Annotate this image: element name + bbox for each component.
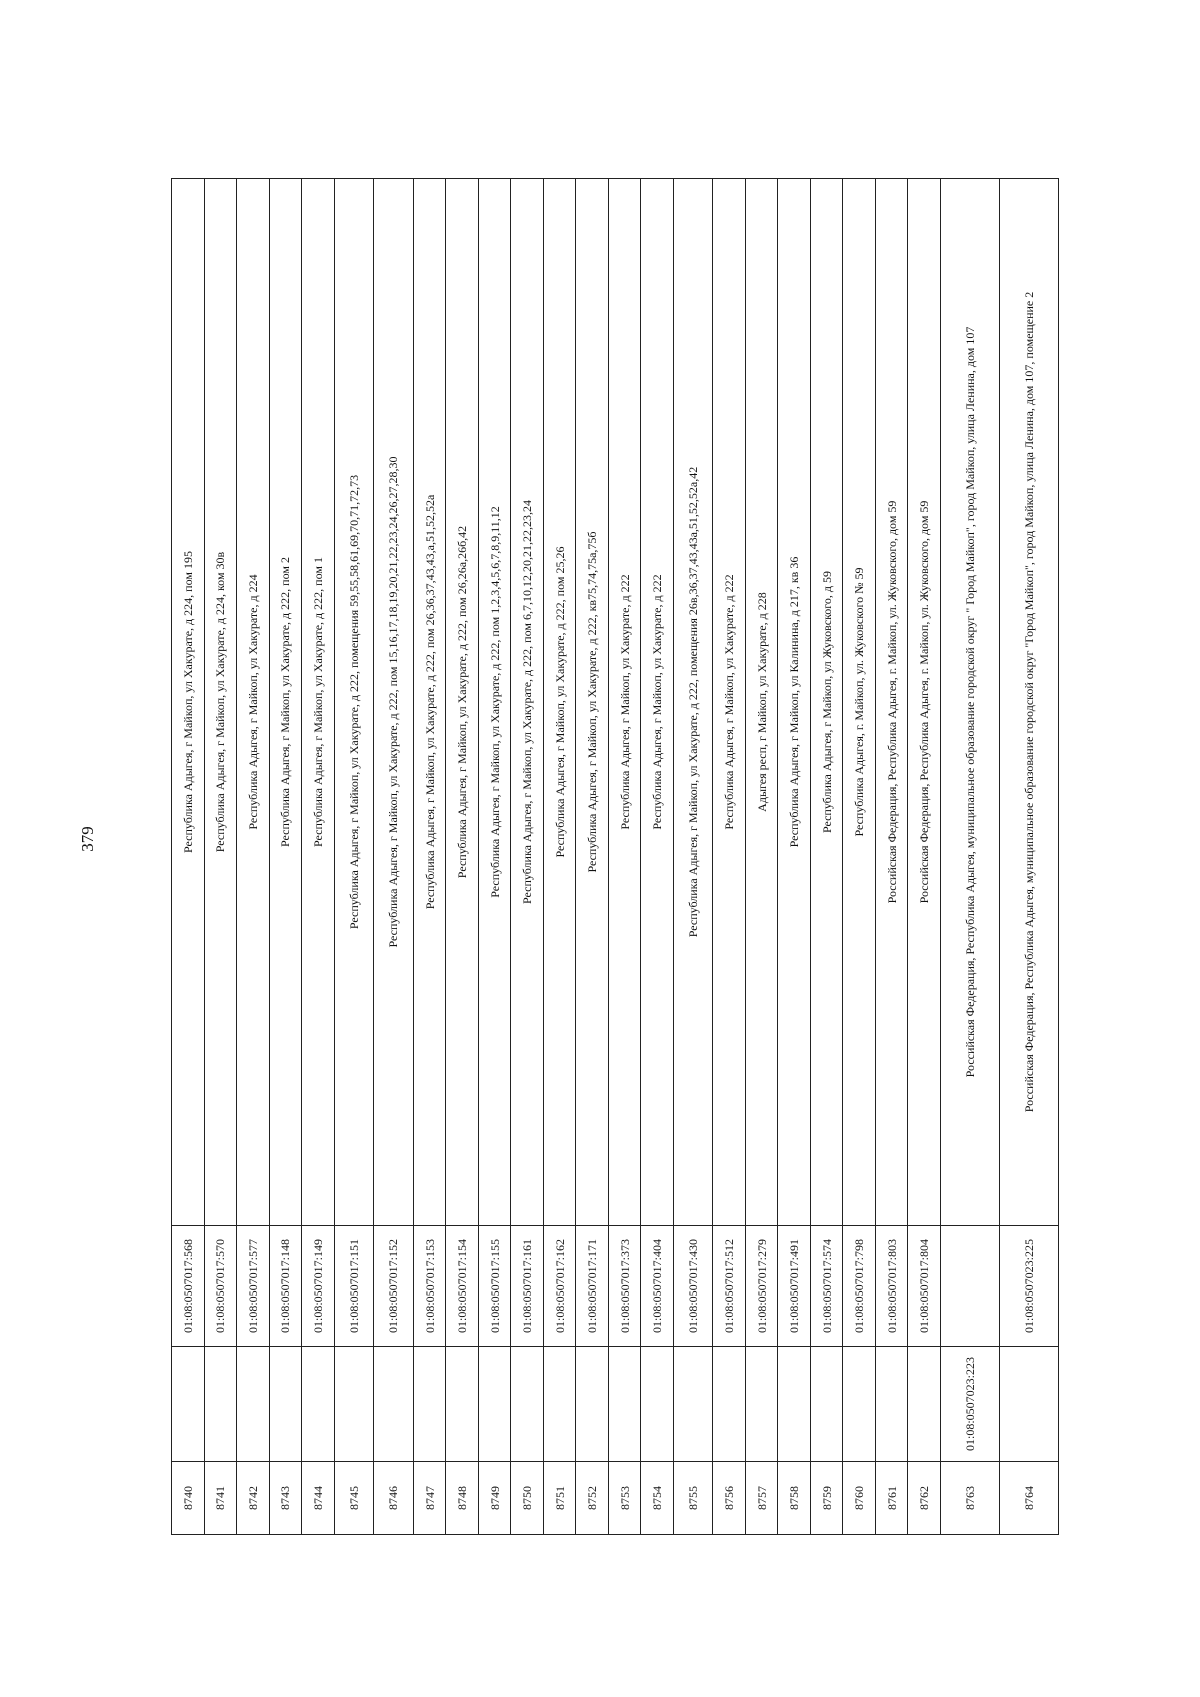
cadastral-number: 01:08:0507017:153 — [413, 1226, 446, 1347]
cadastral-number: 01:08:0507017:171 — [576, 1226, 609, 1347]
table-row — [204, 179, 237, 1535]
table-row — [302, 179, 335, 1535]
parent-cadastral-number — [778, 1347, 811, 1462]
cadastral-number: 01:08:0507017:430 — [673, 1226, 713, 1347]
cadastral-number: 01:08:0507017:161 — [511, 1226, 544, 1347]
cadastral-number: 01:08:0507017:577 — [237, 1226, 270, 1347]
cadastral-number: 01:08:0507017:798 — [843, 1226, 876, 1347]
parent-cadastral-number — [172, 1347, 205, 1462]
address: Республика Адыгея, г Майкоп, ул Хакурате, д 222, пом 15,16,17,18,19,20,21,22,23,24,26,27,28,30 — [374, 179, 414, 1226]
parent-cadastral-number — [673, 1347, 713, 1462]
address: Республика Адыгея, г Майкоп, ул Хакурате, д 222, пом 1 — [302, 179, 335, 1226]
row-number: 8760 — [843, 1462, 876, 1535]
parent-cadastral-number: 01:08:0507023:223 — [940, 1347, 999, 1462]
row-number: 8763 — [940, 1462, 999, 1535]
table-row — [713, 179, 746, 1535]
address: Республика Адыгея, г Майкоп, ул Хакурате, д 222 — [641, 179, 674, 1226]
parent-cadastral-number — [843, 1347, 876, 1462]
cadastral-number: 01:08:0507017:373 — [608, 1226, 641, 1347]
cadastral-number: 01:08:0507017:512 — [713, 1226, 746, 1347]
table-row — [745, 179, 778, 1535]
address: Республика Адыгея, г Майкоп, ул Хакурате, д 222, пом 2 — [269, 179, 302, 1226]
page-number: 379 — [78, 826, 97, 852]
address: Республика Адыгея, г Майкоп, ул Хакурате, д 222, пом 1,2,3,4,5,6,7,8,9,11,12 — [478, 179, 511, 1226]
cadastral-number — [940, 1226, 999, 1347]
cadastral-number: 01:08:0507023:225 — [999, 1226, 1058, 1347]
row-number: 8757 — [745, 1462, 778, 1535]
cadastral-number: 01:08:0507017:279 — [745, 1226, 778, 1347]
table-container — [171, 178, 1059, 1535]
cadastral-number: 01:08:0507017:804 — [908, 1226, 941, 1347]
table-row — [374, 179, 414, 1535]
row-number: 8756 — [713, 1462, 746, 1535]
cadastral-number: 01:08:0507017:162 — [543, 1226, 576, 1347]
address: Республика Адыгея, г Майкоп, ул Хакурате, д 222, помещения 59,55,58,61,69,70,71,72,73 — [334, 179, 374, 1226]
row-number: 8744 — [302, 1462, 335, 1535]
address: Республика Адыгея, г Майкоп, ул Хакурате, д 222, пом 26,36,37,43,43,а,51,52,52а — [413, 179, 446, 1226]
address: Республика Адыгея, г. Майкоп, ул. Жуковского № 59 — [843, 179, 876, 1226]
table-row — [875, 179, 908, 1535]
cadastral-number: 01:08:0507017:152 — [374, 1226, 414, 1347]
cadastral-number: 01:08:0507017:148 — [269, 1226, 302, 1347]
table-row — [269, 179, 302, 1535]
parent-cadastral-number — [269, 1347, 302, 1462]
cadastral-number: 01:08:0507017:155 — [478, 1226, 511, 1347]
address: Республика Адыгея, г Майкоп, ул Хакурате, д 222, кв75,74,75а,75б — [576, 179, 609, 1226]
table-row — [172, 179, 205, 1535]
parent-cadastral-number — [608, 1347, 641, 1462]
parent-cadastral-number — [999, 1347, 1058, 1462]
cadastral-number: 01:08:0507017:149 — [302, 1226, 335, 1347]
row-number: 8749 — [478, 1462, 511, 1535]
cadastral-number: 01:08:0507017:574 — [810, 1226, 843, 1347]
table-row — [413, 179, 446, 1535]
table-row — [576, 179, 609, 1535]
cadastral-number: 01:08:0507017:570 — [204, 1226, 237, 1347]
row-number: 8743 — [269, 1462, 302, 1535]
parent-cadastral-number — [237, 1347, 270, 1462]
table-row — [608, 179, 641, 1535]
cadastral-number: 01:08:0507017:151 — [334, 1226, 374, 1347]
address: Российская Федерация, Республика Адыгея, муниципальное образование городской округ " Город Майкоп", город Майкоп, улица Ленина, дом 107 — [940, 179, 999, 1226]
table-row — [999, 179, 1058, 1535]
cadastral-table — [171, 178, 1059, 1535]
address: Республика Адыгея, г Майкоп, ул Хакурате, д 224 — [237, 179, 270, 1226]
row-number: 8758 — [778, 1462, 811, 1535]
cadastral-number: 01:08:0507017:154 — [446, 1226, 479, 1347]
row-number: 8747 — [413, 1462, 446, 1535]
row-number: 8746 — [374, 1462, 414, 1535]
row-number: 8754 — [641, 1462, 674, 1535]
table-row — [843, 179, 876, 1535]
row-number: 8764 — [999, 1462, 1058, 1535]
address: Адыгея респ, г Майкоп, ул Хакурате, д 228 — [745, 179, 778, 1226]
parent-cadastral-number — [446, 1347, 479, 1462]
parent-cadastral-number — [478, 1347, 511, 1462]
address: Республика Адыгея, г Майкоп, ул Жуковского, д 59 — [810, 179, 843, 1226]
parent-cadastral-number — [374, 1347, 414, 1462]
row-number: 8745 — [334, 1462, 374, 1535]
address: Российская Федерация, Республика Адыгея, г. Майкоп, ул. Жуковского, дом 59 — [908, 179, 941, 1226]
address: Республика Адыгея, г Майкоп, ул Хакурате, д 222, пом 25,26 — [543, 179, 576, 1226]
table-row — [810, 179, 843, 1535]
row-number: 8750 — [511, 1462, 544, 1535]
row-number: 8752 — [576, 1462, 609, 1535]
parent-cadastral-number — [713, 1347, 746, 1462]
table-row — [478, 179, 511, 1535]
row-number: 8748 — [446, 1462, 479, 1535]
row-number: 8740 — [172, 1462, 205, 1535]
parent-cadastral-number — [204, 1347, 237, 1462]
cadastral-number: 01:08:0507017:404 — [641, 1226, 674, 1347]
row-number: 8751 — [543, 1462, 576, 1535]
parent-cadastral-number — [334, 1347, 374, 1462]
table-row — [543, 179, 576, 1535]
address: Республика Адыгея, г Майкоп, ул Хакурате, д 222, пом 26,26а,26б,42 — [446, 179, 479, 1226]
parent-cadastral-number — [543, 1347, 576, 1462]
table-row — [641, 179, 674, 1535]
address: Республика Адыгея, г Майкоп, ул Калинина, д 217, кв 36 — [778, 179, 811, 1226]
row-number: 8741 — [204, 1462, 237, 1535]
row-number: 8753 — [608, 1462, 641, 1535]
table-row — [940, 179, 999, 1535]
table-row — [778, 179, 811, 1535]
address: Республика Адыгея, г Майкоп, ул Хакурате, д 222, пом 6,7,10,12,20,21,22,23,24 — [511, 179, 544, 1226]
table-row — [908, 179, 941, 1535]
address: Российская Федерация, Республика Адыгея, муниципальное образование городской округ "Город Майкоп", город Майкоп, улица Ленина, дом 107, помещение 2 — [999, 179, 1058, 1226]
row-number: 8759 — [810, 1462, 843, 1535]
parent-cadastral-number — [413, 1347, 446, 1462]
cadastral-number: 01:08:0507017:491 — [778, 1226, 811, 1347]
address: Республика Адыгея, г Майкоп, ул Хакурате, д 224, пом 195 — [172, 179, 205, 1226]
address: Республика Адыгея, г Майкоп, ул Хакурате, д 222 — [713, 179, 746, 1226]
table-row — [446, 179, 479, 1535]
parent-cadastral-number — [745, 1347, 778, 1462]
cadastral-number: 01:08:0507017:803 — [875, 1226, 908, 1347]
address: Республика Адыгея, г Майкоп, ул Хакурате, д 222, помещения 26в,36,37,43,43а,51,52,52а,42 — [673, 179, 713, 1226]
cadastral-number: 01:08:0507017:568 — [172, 1226, 205, 1347]
parent-cadastral-number — [641, 1347, 674, 1462]
parent-cadastral-number — [576, 1347, 609, 1462]
row-number: 8755 — [673, 1462, 713, 1535]
table-row — [511, 179, 544, 1535]
table-row — [334, 179, 374, 1535]
parent-cadastral-number — [511, 1347, 544, 1462]
table-row — [673, 179, 713, 1535]
parent-cadastral-number — [302, 1347, 335, 1462]
parent-cadastral-number — [810, 1347, 843, 1462]
row-number: 8761 — [875, 1462, 908, 1535]
parent-cadastral-number — [875, 1347, 908, 1462]
address: Республика Адыгея, г Майкоп, ул Хакурате, д 222 — [608, 179, 641, 1226]
address: Российская Федерация, Республика Адыгея, г. Майкоп, ул. Жуковского, дом 59 — [875, 179, 908, 1226]
parent-cadastral-number — [908, 1347, 941, 1462]
address: Республика Адыгея, г Майкоп, ул Хакурате, д 224, ком 30в — [204, 179, 237, 1226]
table-row — [237, 179, 270, 1535]
row-number: 8762 — [908, 1462, 941, 1535]
row-number: 8742 — [237, 1462, 270, 1535]
